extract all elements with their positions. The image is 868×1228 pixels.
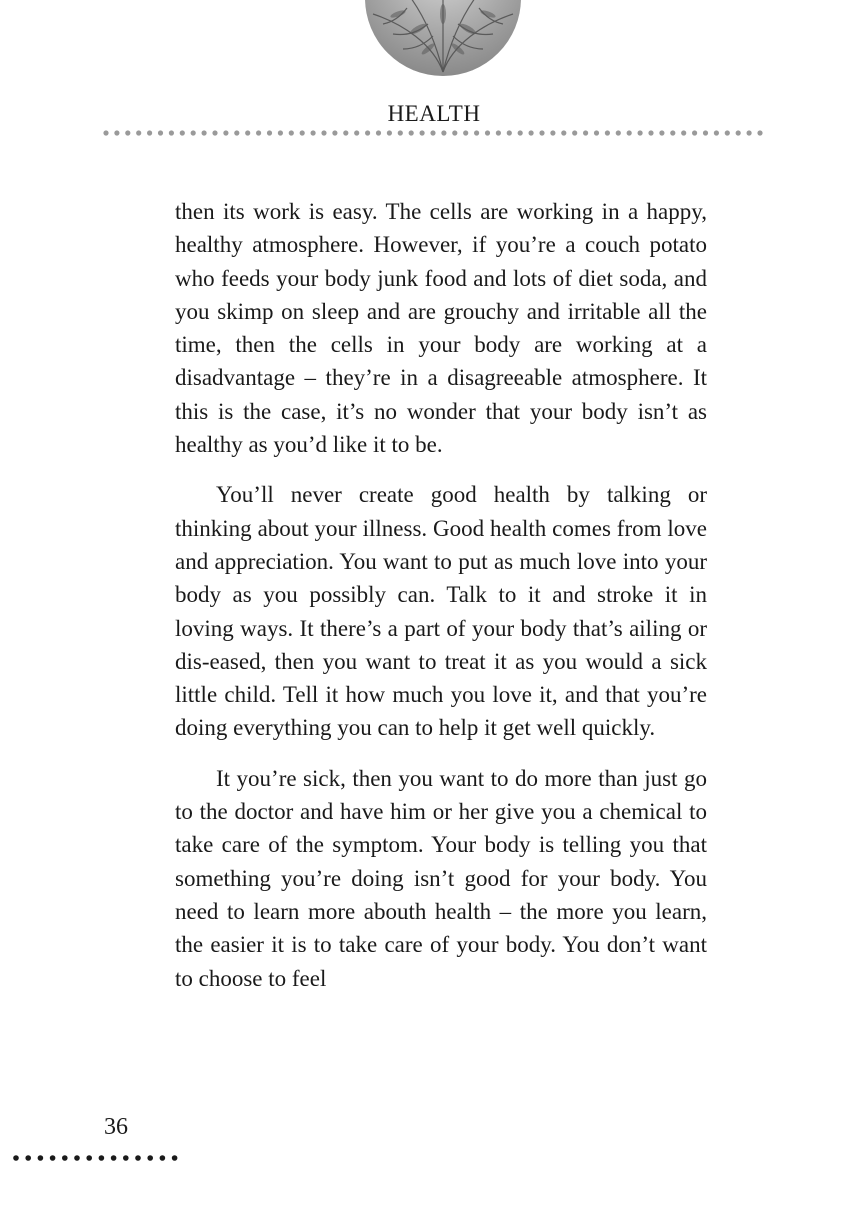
page-number: 36 <box>104 1114 128 1140</box>
header-dotted-rule <box>103 129 763 137</box>
body-text <box>175 195 707 1012</box>
botanical-circle-emblem-icon <box>363 0 523 76</box>
paragraph: You’ll never create good health by talking or thinking about your illness. Good health comes from love and appreciation. You want to put as much love into your body as you possibly can. Talk to it and stroke it in loving ways. It there’s a part of your body that’s ailing or dis-eased, then you want to treat it as you would a sick little child. Tell it how much you love it, and that you’re doing everything you can to help it get well quickly. <box>175 482 707 741</box>
paragraph: It you’re sick, then you want to do more than just go to the doctor and have him or her give you a chemical to take care of the symptom. Your body is telling you that something you’re doing isn’t good for your body. You need to learn more abouth health – the more you learn, the easier it is to take care of your body. You don’t want to choose to feel <box>175 765 707 991</box>
paragraph: then its work is easy. The cells are working in a happy, healthy atmosphere. However, if you’re a couch potato who feeds your body junk food and lots of diet soda, and you skimp on sleep and are grouchy and irritable all the time, then the cells in your body are working at a disadvantage – they’re in a disagreeable atmosphere. It this is the case, it’s no wonder that your body isn’t as healthy as you’d like it to be. <box>175 199 707 458</box>
running-header-title: HEALTH <box>387 101 481 126</box>
footer-dotted-rule <box>12 1153 188 1163</box>
